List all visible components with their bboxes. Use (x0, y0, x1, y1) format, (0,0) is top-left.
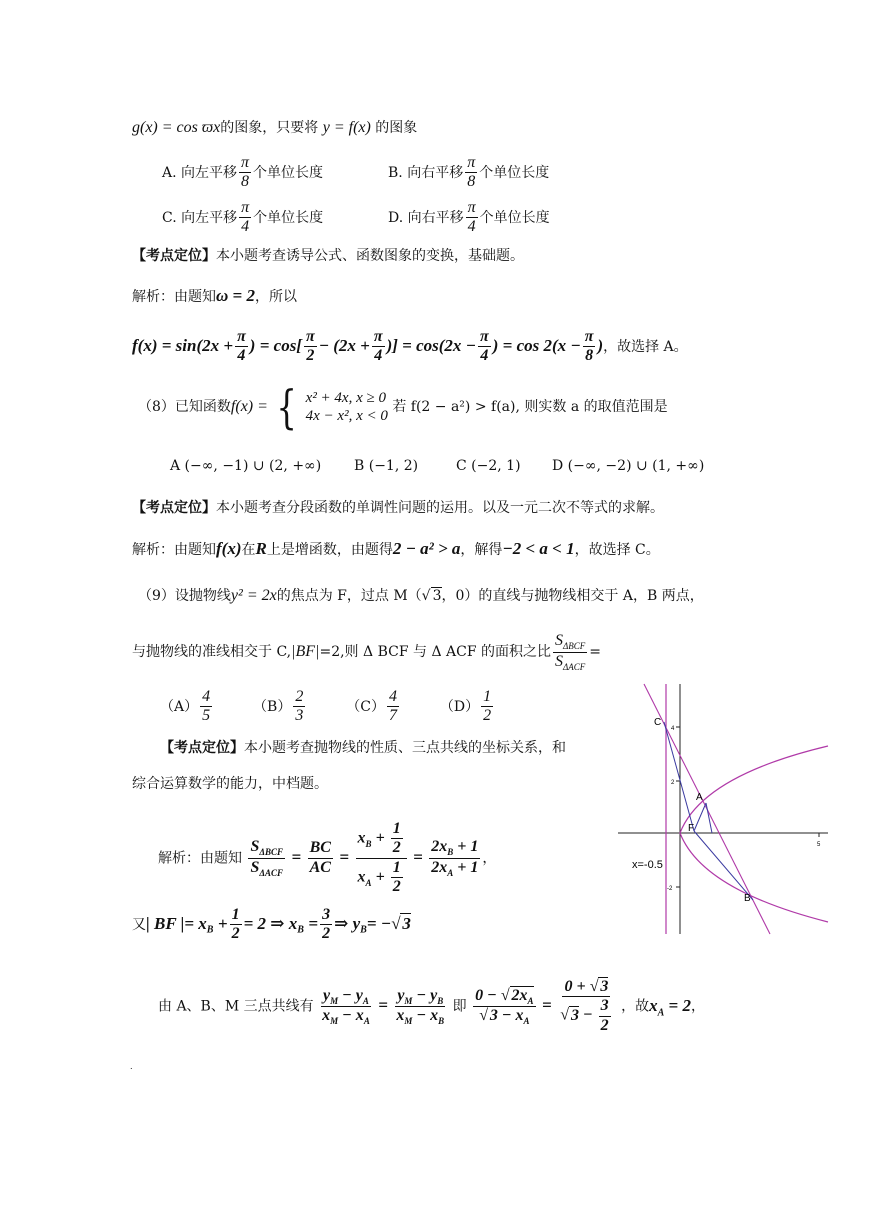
q9-options (160, 688, 495, 726)
q7-tail-line: g(x) = cos ϖx的图象，只要将 y = f(x) 的图象 (132, 119, 418, 136)
fraction: $\frac{2}{3}$ (295, 688, 304, 725)
piecewise-cases: { x² + 4x, x ≥ 0 4x − x², x < 0 (276, 380, 388, 434)
fraction: $\frac{y_M - y_B}{x_M - x_B}$ (396, 986, 445, 1027)
q8-question: （8）已知函数f(x) = { x² + 4x, x ≥ 0 4x − x², x < 0 若 f(2 − a²) > f(a), 则实数 a 的取值范围是 (138, 380, 668, 434)
q7-option-c: C. 向左平移 $\frac{\pi}{4}$ 个单位长度 (162, 199, 324, 236)
fraction: $\frac{\pi}{4}$ (237, 328, 246, 365)
q7-option-b: B. 向右平移 $\frac{\pi}{8}$ 个单位长度 (388, 154, 550, 191)
page-dot: . (130, 1062, 133, 1071)
q7-option-d: D. 向右平移 $\frac{\pi}{4}$ 个单位长度 (388, 199, 550, 236)
q8-solution: 解析：由题知f(x)在R上是增函数，由题得2 − a² > a，解得−2 < a < 1，故选择 C。 (132, 539, 660, 558)
q8-option-c: C (−2, 1) (456, 458, 521, 474)
q9-bf-line: 又| BF |= $x_B$ + $\frac{1}{2}$ = 2 ⇒ $x_B$ = $\frac{3}{2}$ ⇒ $y_B=$ −√ 3 (132, 906, 411, 943)
fraction: $\frac{1}{2}$ (231, 906, 240, 943)
parabola-curve (680, 746, 828, 922)
q9-ratio-equation: 解析：由题知 $\frac{S_{\Delta BCF}}{S_{\Delta ACF}}$ = $\frac{BC}{AC}$ = $x_B$ + $\frac{1}{2}$ $x_A$ + $\frac{1}{2}$ = $\frac{2x_B + 1}{2x_A + 1}$ ， (158, 820, 497, 896)
fraction: $\frac{BC}{AC}$ (309, 839, 331, 876)
fraction: $\frac{4}{7}$ (388, 688, 397, 725)
q8-option-b: B (−1, 2) (354, 458, 419, 474)
parabola-figure (614, 680, 830, 936)
fraction: $\frac{\pi}{8}$ (241, 154, 250, 191)
q7-equation: f(x) = sin(2x + $\frac{\pi}{4}$ ) = cos[ $\frac{\pi}{2}$ − (2x + $\frac{\pi}{4}$ )] = cos(2x − $\frac{\pi}{4}$ ) = cos 2(x − $\frac{\pi}{8}$ )，故选择 A。 (132, 328, 688, 365)
fraction: $\frac{4}{5}$ (202, 688, 211, 725)
fraction: 0 + √ 3 √ 3 − $\frac{3}{2}$ (560, 978, 609, 1034)
fraction: $\frac{\pi}{4}$ (373, 328, 383, 365)
fraction: $\frac{\pi}{8}$ (584, 328, 594, 365)
fraction: $\frac{\pi}{2}$ (305, 328, 315, 365)
label-F: F (688, 823, 695, 834)
fraction: $\frac{\pi}{8}$ (467, 154, 476, 191)
q9-option-d: （D） $\frac{1}{2}$ (439, 688, 492, 725)
q9-option-a: （A） $\frac{4}{5}$ (160, 688, 211, 725)
fraction: $\frac{1}{2}$ (483, 688, 492, 725)
fraction: $\frac{2x_B + 1}{2x_A + 1}$ (431, 838, 479, 878)
tick-y-2: 2 (671, 780, 675, 786)
fraction: $\frac{\pi}{4}$ (241, 199, 250, 236)
tick-y-neg2: -2 (667, 886, 673, 892)
q9-collinear-line: 由 A、B、M 三点共线有 $\frac{y_M - y_A}{x_M - x_A}$ = $\frac{y_M - y_B}{x_M - x_B}$ 即 $\frac{0 - √ 2x_A}{√ 3 - x_A}$ = 0 + √ 3 √ 3 − $\frac{3}{2}$ ，故$x_A = 2$， (158, 978, 705, 1034)
fraction: $\frac{\pi}{4}$ (467, 199, 476, 236)
q7-point: 【考点定位】本小题考查诱导公式、函数图象的变换，基础题。 (132, 248, 524, 264)
fraction: $\frac{S_{\Delta BCF}}{S_{\Delta ACF}}$ (250, 838, 284, 878)
fraction: $x_B$ + $\frac{1}{2}$ $x_A$ + $\frac{1}{2}$ (356, 820, 407, 897)
q8-option-a: A (−∞, −1) ∪ (2, +∞) (170, 458, 322, 474)
tick-x-5: 5 (817, 842, 821, 848)
label-A: A (696, 792, 703, 803)
label-C: C (654, 717, 662, 728)
q9-point-cont: 综合运算数学的能力，中档题。 (132, 776, 328, 792)
q9-option-b: （B） $\frac{2}{3}$ (253, 688, 304, 725)
q9-line2: 与抛物线的准线相交于 C,|BF|=2,则 Δ BCF 与 Δ ACF 的面积之比 $\frac{S_{\Delta BCF}}{S_{\Delta ACF}}$ = (132, 632, 602, 672)
directrix-label: x=-0.5 (632, 859, 663, 871)
q7-option-a: A. 向左平移 $\frac{\pi}{8}$ 个单位长度 (162, 154, 324, 191)
tick-y-4: 4 (671, 726, 675, 732)
q7-solution-prefix: 解析：由题知ω = 2，所以 (132, 286, 297, 305)
label-B: B (744, 893, 751, 904)
q9-line1: （9）设抛物线y² = 2x的焦点为 F，过点 M（√ 3，0）的直线与抛物线相交于 A，B 两点， (138, 587, 704, 604)
fraction: $\frac{y_M - y_A}{x_M - x_A}$ (322, 986, 370, 1027)
fraction: $\frac{0 - √ 2x_A}{√ 3 - x_A}$ (475, 986, 534, 1027)
q8-option-d: D (−∞, −2) ∪ (1, +∞) (552, 458, 705, 474)
fraction: $\frac{\pi}{4}$ (479, 328, 489, 365)
fraction: $\frac{3}{2}$ (322, 906, 331, 943)
q9-option-c: （C） $\frac{4}{7}$ (346, 688, 397, 725)
fraction: $\frac{S_{\Delta BCF}}{S_{\Delta ACF}}$ (555, 632, 586, 672)
q9-point: 【考点定位】本小题考查抛物线的性质、三点共线的坐标关系，和 (160, 740, 566, 756)
q8-point: 【考点定位】本小题考查分段函数的单调性问题的运用。以及一元二次不等式的求解。 (132, 500, 664, 516)
